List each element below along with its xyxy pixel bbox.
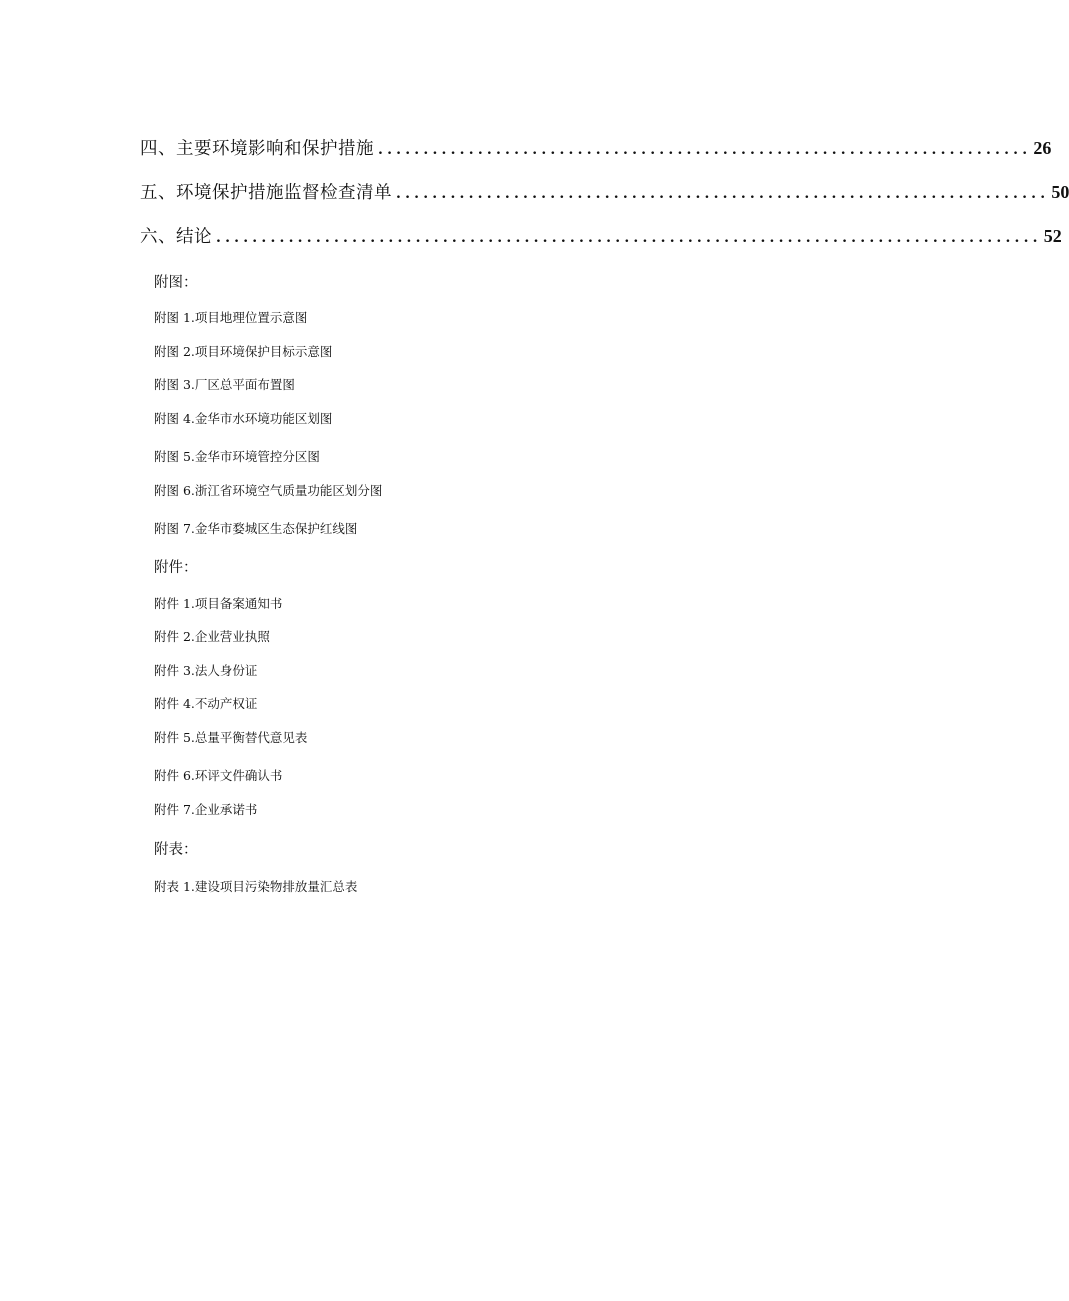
tables-heading: 附表： bbox=[154, 842, 198, 858]
toc-entry-environmental-impact[interactable] bbox=[140, 134, 1052, 178]
attachment-item: 附件 6.环评文件确认书 bbox=[154, 768, 283, 783]
toc-entry-supervision-checklist[interactable] bbox=[140, 178, 1069, 222]
attachment-item: 附件 4.不动产权证 bbox=[154, 696, 258, 711]
attachment-item: 附件 2.企业营业执照 bbox=[154, 629, 270, 644]
toc-dot-leader: ........................................................................................... bbox=[216, 230, 1042, 246]
toc-entry-title: 五、环境保护措施监督检查清单 bbox=[140, 183, 392, 203]
figure-item: 附图 6.浙江省环境空气质量功能区划分图 bbox=[154, 483, 383, 498]
figure-item: 附图 1.项目地理位置示意图 bbox=[154, 310, 308, 325]
table-of-contents bbox=[140, 134, 1069, 266]
toc-dot-leader: ........................................................................ bbox=[378, 142, 1032, 158]
tables-section bbox=[154, 839, 358, 894]
figure-item: 附图 5.金华市环境管控分区图 bbox=[154, 449, 320, 464]
attachments-heading: 附件： bbox=[154, 560, 198, 576]
attachment-item: 附件 7.企业承诺书 bbox=[154, 802, 258, 817]
toc-entry-title: 六、结论 bbox=[140, 227, 212, 247]
figures-section bbox=[154, 272, 383, 536]
attachments-section bbox=[154, 557, 308, 817]
figure-item: 附图 3.厂区总平面布置图 bbox=[154, 377, 295, 392]
toc-page-number: 50 bbox=[1051, 182, 1069, 202]
figure-item: 附图 4.金华市水环境功能区划图 bbox=[154, 411, 333, 426]
attachment-item: 附件 3.法人身份证 bbox=[154, 663, 258, 678]
attachment-item: 附件 5.总量平衡替代意见表 bbox=[154, 730, 308, 745]
figures-heading: 附图： bbox=[154, 275, 198, 291]
toc-entry-conclusion[interactable] bbox=[140, 222, 1062, 266]
toc-page-number: 52 bbox=[1043, 226, 1062, 246]
toc-entry-title: 四、主要环境影响和保护措施 bbox=[140, 139, 374, 159]
table-item: 附表 1.建设项目污染物排放量汇总表 bbox=[154, 879, 358, 894]
toc-page-number: 26 bbox=[1033, 138, 1052, 158]
figure-item: 附图 7.金华市婺城区生态保护红线图 bbox=[154, 521, 358, 536]
figure-item: 附图 2.项目环境保护目标示意图 bbox=[154, 344, 333, 359]
attachment-item: 附件 1.项目备案通知书 bbox=[154, 596, 283, 611]
toc-dot-leader: ........................................................................ bbox=[396, 186, 1050, 202]
